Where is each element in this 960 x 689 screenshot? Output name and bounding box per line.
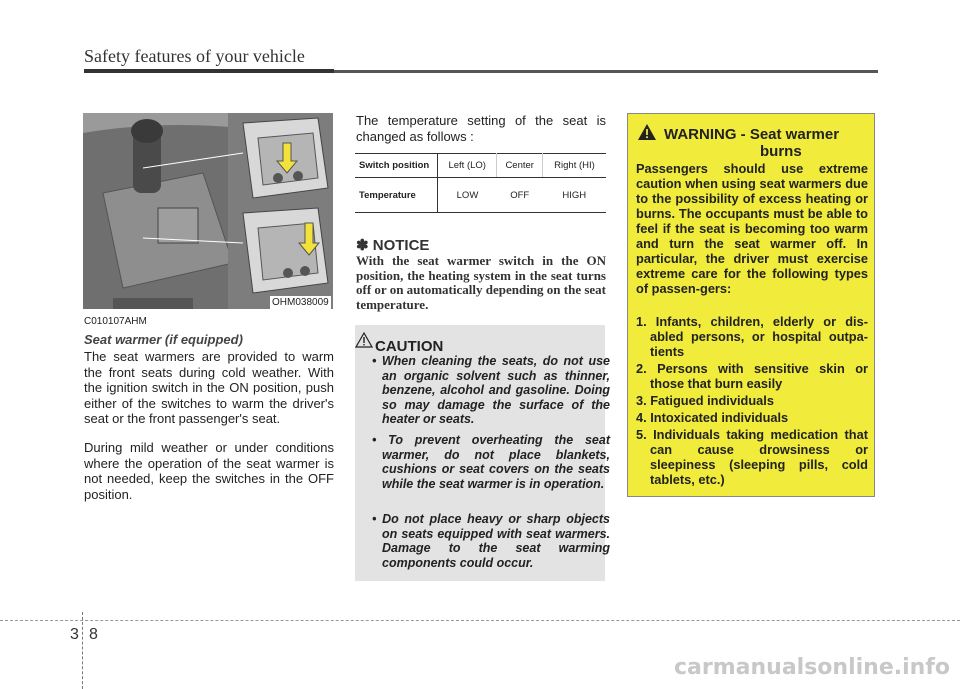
seat-warmer-switch-photo <box>83 113 333 309</box>
watermark: carmanualsonline.info <box>674 655 950 680</box>
warning-title-word: WARNING <box>664 126 737 143</box>
warning-list <box>636 314 868 489</box>
notice-title: ✽ NOTICE <box>356 237 430 254</box>
list-item: 4. Intoxicated individuals <box>636 410 789 425</box>
caution-item: • Do not place heavy or sharp objects on seats equipped with seat warmers. Damage to the seat warming components could occur. <box>372 512 610 570</box>
switch-panel-top <box>243 118 328 198</box>
caution-item: • To prevent overheating the seat warmer, do not place blankets, cushions or seat covers on the seats while the seat warmer is in operation. <box>372 433 610 491</box>
list-item: 5. Individuals taking medication that can cause drowsiness or sleepiness (sleeping pills, cold tablets, etc.) <box>636 427 868 487</box>
footer-rule <box>0 620 960 621</box>
caution-title: CAUTION <box>375 338 444 355</box>
header-rule-accent <box>84 69 334 73</box>
table-cell: Center <box>497 154 543 178</box>
temperature-table <box>355 153 606 213</box>
table-cell: HIGH <box>542 178 606 213</box>
body-paragraph: During mild weather or under conditions where the operation of the seat warmer is not needed, keep the switches in the OFF position. <box>84 440 334 502</box>
warning-subtitle-a: - Seat warmer <box>740 126 840 143</box>
switch-panel-bottom <box>243 208 328 293</box>
temperature-intro: The temperature setting of the seat is changed as follows : <box>356 113 606 144</box>
chapter-number: 3 <box>70 626 79 643</box>
list-item: 3. Fatigued individuals <box>636 393 774 408</box>
warning-subtitle-b: burns <box>760 143 802 160</box>
section-ref-code: C010107AHM <box>84 316 147 327</box>
caution-triangle-icon <box>355 332 373 348</box>
list-item: 1. Infants, children, elderly or dis-abled persons, or hospital outpa-tients <box>636 314 868 359</box>
list-item: 2. Persons with sensitive skin or those that burn easily <box>636 361 868 391</box>
table-row <box>355 178 606 213</box>
figure-code: OHM038009 <box>272 297 329 308</box>
table-row-header: Temperature <box>355 178 438 213</box>
warning-triangle-icon <box>637 123 657 141</box>
table-cell: Left (LO) <box>438 154 497 178</box>
page-number-divider <box>82 612 84 689</box>
table-row-header: Switch position <box>355 154 438 178</box>
table-row <box>355 154 606 178</box>
body-paragraph: The seat warmers are provided to warm the front seats during cold weather. With the ignition switch in the ON position, push either of the switches to warm the driver's seat or the front passenger's seat. <box>84 349 334 426</box>
notice-text: With the seat warmer switch in the ON position, the heating system in the seat turns off or on automatically depending on the seat temperature. <box>356 253 607 312</box>
table-cell: LOW <box>438 178 497 213</box>
section-title: Seat warmer (if equipped) <box>84 332 243 347</box>
caution-item: • When cleaning the seats, do not use an organic solvent such as thinner, benzene, alcohol and gasoline. Doing so may damage the surface of the heater or seats. <box>372 354 610 426</box>
table-cell: OFF <box>497 178 543 213</box>
warning-title <box>664 126 839 143</box>
console-illustration <box>83 113 333 309</box>
page-number: 8 <box>89 626 98 643</box>
page-header-title: Safety features of your vehicle <box>84 46 305 66</box>
table-cell: Right (HI) <box>542 154 606 178</box>
warning-text: Passengers should use extreme caution when using seat warmers due to the possibility of excess heating or burns. The occupants must be able to feel if the seat is becoming too warm and turn the seat warmer off. In particular, the driver must exercise extreme care for the following types of passen-gers: <box>636 161 868 296</box>
